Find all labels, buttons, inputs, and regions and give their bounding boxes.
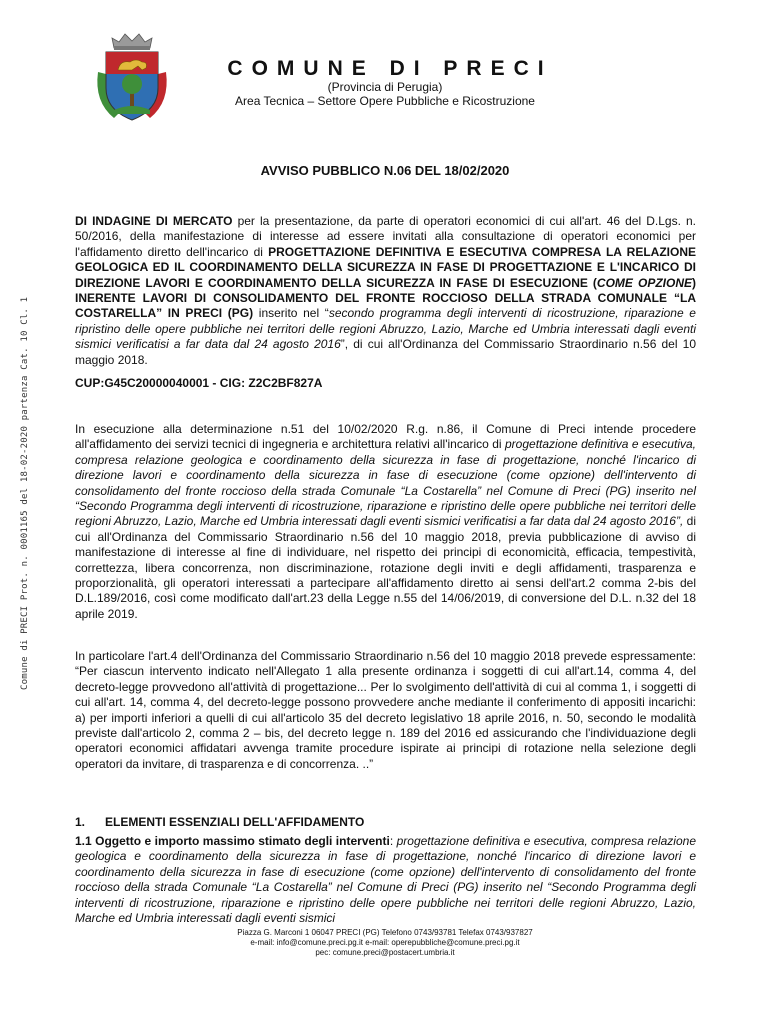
intro-option: COME OPZIONE bbox=[596, 275, 692, 290]
footer-pec: pec: comune.preci@postacert.umbria.it bbox=[315, 948, 455, 957]
province-label: (Provincia di Perugia) bbox=[327, 80, 443, 94]
header-subtitle bbox=[200, 80, 570, 108]
subsection-colon: : bbox=[389, 834, 397, 848]
para1-italic: progettazione definitiva e esecutiva, compresa relazione geologica e coordinamento della sicurezza in fase di progettazione, nonché l'incarico di direzione lavori e coordinamento della sicurezza in fase di esecuzione (come opzione) dell'intervento di consolidamento del fronte roccioso della strada Comunale “La Costarella” nel Comune di Preci (PG) inserito nel “Secondo Programma degli interventi di ricostruzione, riparazione e ripristino delle opere pubbliche nei territori delle regioni Abruzzo, Lazio, Marche ed Umbria interessati dagli eventi sismici verificatisi a far data dal 24 agosto 2016”, bbox=[75, 437, 696, 529]
paragraph-execution bbox=[75, 422, 696, 622]
municipality-title: COMUNE DI PRECI bbox=[227, 57, 553, 80]
para1-text: In esecuzione alla determinazione n.51 del 10/02/2020 R.g. n.86, il Comune di Preci intende procedere all'affidamento dei servizi tecnici di ingegneria e architettura relativi all'incarico di bbox=[75, 422, 696, 452]
page-footer bbox=[0, 928, 770, 958]
intro-text: per la presentazione, da parte di operatori economici di cui all'art. 46 del D.Lgs. n. 50/2016, della manifestazione di interesse ad essere invitati alla consultazione di operatori economici per l'affidamento diretto dell'incarico di bbox=[75, 214, 697, 259]
intro-object-bold: PROGETTAZIONE DEFINITIVA E ESECUTIVA COMPRESA LA RELAZIONE GEOLOGICA ED IL COORDINAMENTO DELLA SICUREZZA IN FASE DI PROGETTAZIONE E L'INCARICO DI DIREZIONE LAVORI E COORDINAMENTO DELLA SICUREZZA IN FASE DI ESECUZIONE ( bbox=[75, 244, 697, 290]
paragraph-ordinance: In particolare l'art.4 dell'Ordinanza del Commissario Straordinario n.56 del 10 maggio 2018 prevede espressamente: “Per ciascun intervento indicato nell'Allegato 1 alla presente ordinanza i soggetti di cui all'art.14, comma 4, del decreto-legge provvedono all'attività di progettazione... Per lo svolgimento dell'attività di cui al comma 1, i soggetti di cui all'art. 14, comma 4, del decreto-legge possono provvedere anche mediante il conferimento di appositi incarichi: a) per importi inferiori a quelli di cui all'articolo 35 del decreto legislativo 18 aprile 2016, n. 50, secondo le modalità previste dall'articolo 2, comma 2 – bis, del decreto legge n. 189 del 2016 ed assicurando che l'individuazione degli operatori economici affidatari avvenga tramite procedure ispirate ai principi di rotazione nella selezione degli operatori da invitare, di trasparenza e di concorrenza. ..” bbox=[75, 649, 696, 771]
section-number: 1. bbox=[75, 815, 86, 829]
notice-title: AVVISO PUBBLICO N.06 DEL 18/02/2020 bbox=[260, 163, 510, 178]
protocol-stamp: Comune di PRECI Prot. n. 0001165 del 18-02-2020 partenza Cat. 10 Cl. 1 bbox=[20, 296, 30, 690]
cup-cig-codes: CUP:G45C20000040001 - CIG: Z2C2BF827A bbox=[75, 376, 323, 390]
subsection-text: progettazione definitiva e esecutiva, compresa relazione geologica e coordinamento della sicurezza in fase di progettazione, nonché l'incarico di direzione lavori e coordinamento della sicurezza in fase di esecuzione (come opzione) dell'intervento di consolidamento del fronte roccioso della strada Comunale “La Costarella” nel Comune di Preci (PG) inserito nel “Secondo Programma degli interventi di ricostruzione, riparazione e ripristino delle opere pubbliche nei territori delle regioni Abruzzo, Lazio, Marche ed Umbria interessati dagli eventi sismici bbox=[75, 834, 696, 926]
intro-paragraph bbox=[75, 214, 696, 368]
section-title: ELEMENTI ESSENZIALI DELL'AFFIDAMENTO bbox=[105, 815, 365, 829]
intro-text-3: ”, di cui all'Ordinanza del Commissario Straordinario n.56 del 10 maggio 2018. bbox=[75, 337, 696, 367]
intro-object-bold-2: ) INERENTE LAVORI DI CONSOLIDAMENTO DEL FRONTE ROCCIOSO DELLA STRADA COMUNALE “LA COSTARELLA” IN PRECI (PG) bbox=[75, 275, 696, 321]
footer-address: Piazza G. Marconi 1 06047 PRECI (PG) Telefono 0743/93781 Telefax 0743/937827 bbox=[237, 928, 533, 937]
para1-text-2: di cui all'Ordinanza del Commissario Straordinario n.56 del 10 maggio 2018, previa pubblicazione di avviso di manifestazione di interesse al fine di individuare, nel rispetto dei principi di economicità, efficacia, tempestività, correttezza, libera concorrenza, non discriminazione, rotazione degli inviti e degli affidamenti, trasparenza e proporzionalità, gli operatori interessati a partecipare all'affidamento diretto ai sensi dell'art.2 comma 2-bis del D.L.189/2016, così come modificato dall'art.23 della Legge n.55 del 14/06/2019, di conversione del D.L. n.32 del 18 aprile 2019. bbox=[75, 514, 696, 621]
subsection-label: 1.1 Oggetto e importo massimo stimato degli interventi bbox=[75, 834, 390, 848]
municipal-crest-logo bbox=[92, 32, 172, 124]
intro-text-2: inserito nel “ bbox=[253, 306, 329, 321]
footer-emails: e-mail: info@comune.preci.pg.it e-mail: operepubbliche@comune.preci.pg.it bbox=[250, 938, 520, 947]
intro-program: secondo programma degli interventi di ricostruzione, riparazione e ripristino delle opere pubbliche nei territori delle regioni Abruzzo, Lazio, Marche ed Umbria interessati dagli eventi sismici verificatisi a far data dal 24 agosto 2016 bbox=[75, 306, 696, 352]
subsection-1-1 bbox=[75, 834, 696, 926]
department-label: Area Tecnica – Settore Opere Pubbliche e Ricostruzione bbox=[235, 94, 535, 108]
section-1-heading bbox=[75, 815, 364, 829]
intro-lead: DI INDAGINE DI MERCATO bbox=[75, 214, 233, 228]
